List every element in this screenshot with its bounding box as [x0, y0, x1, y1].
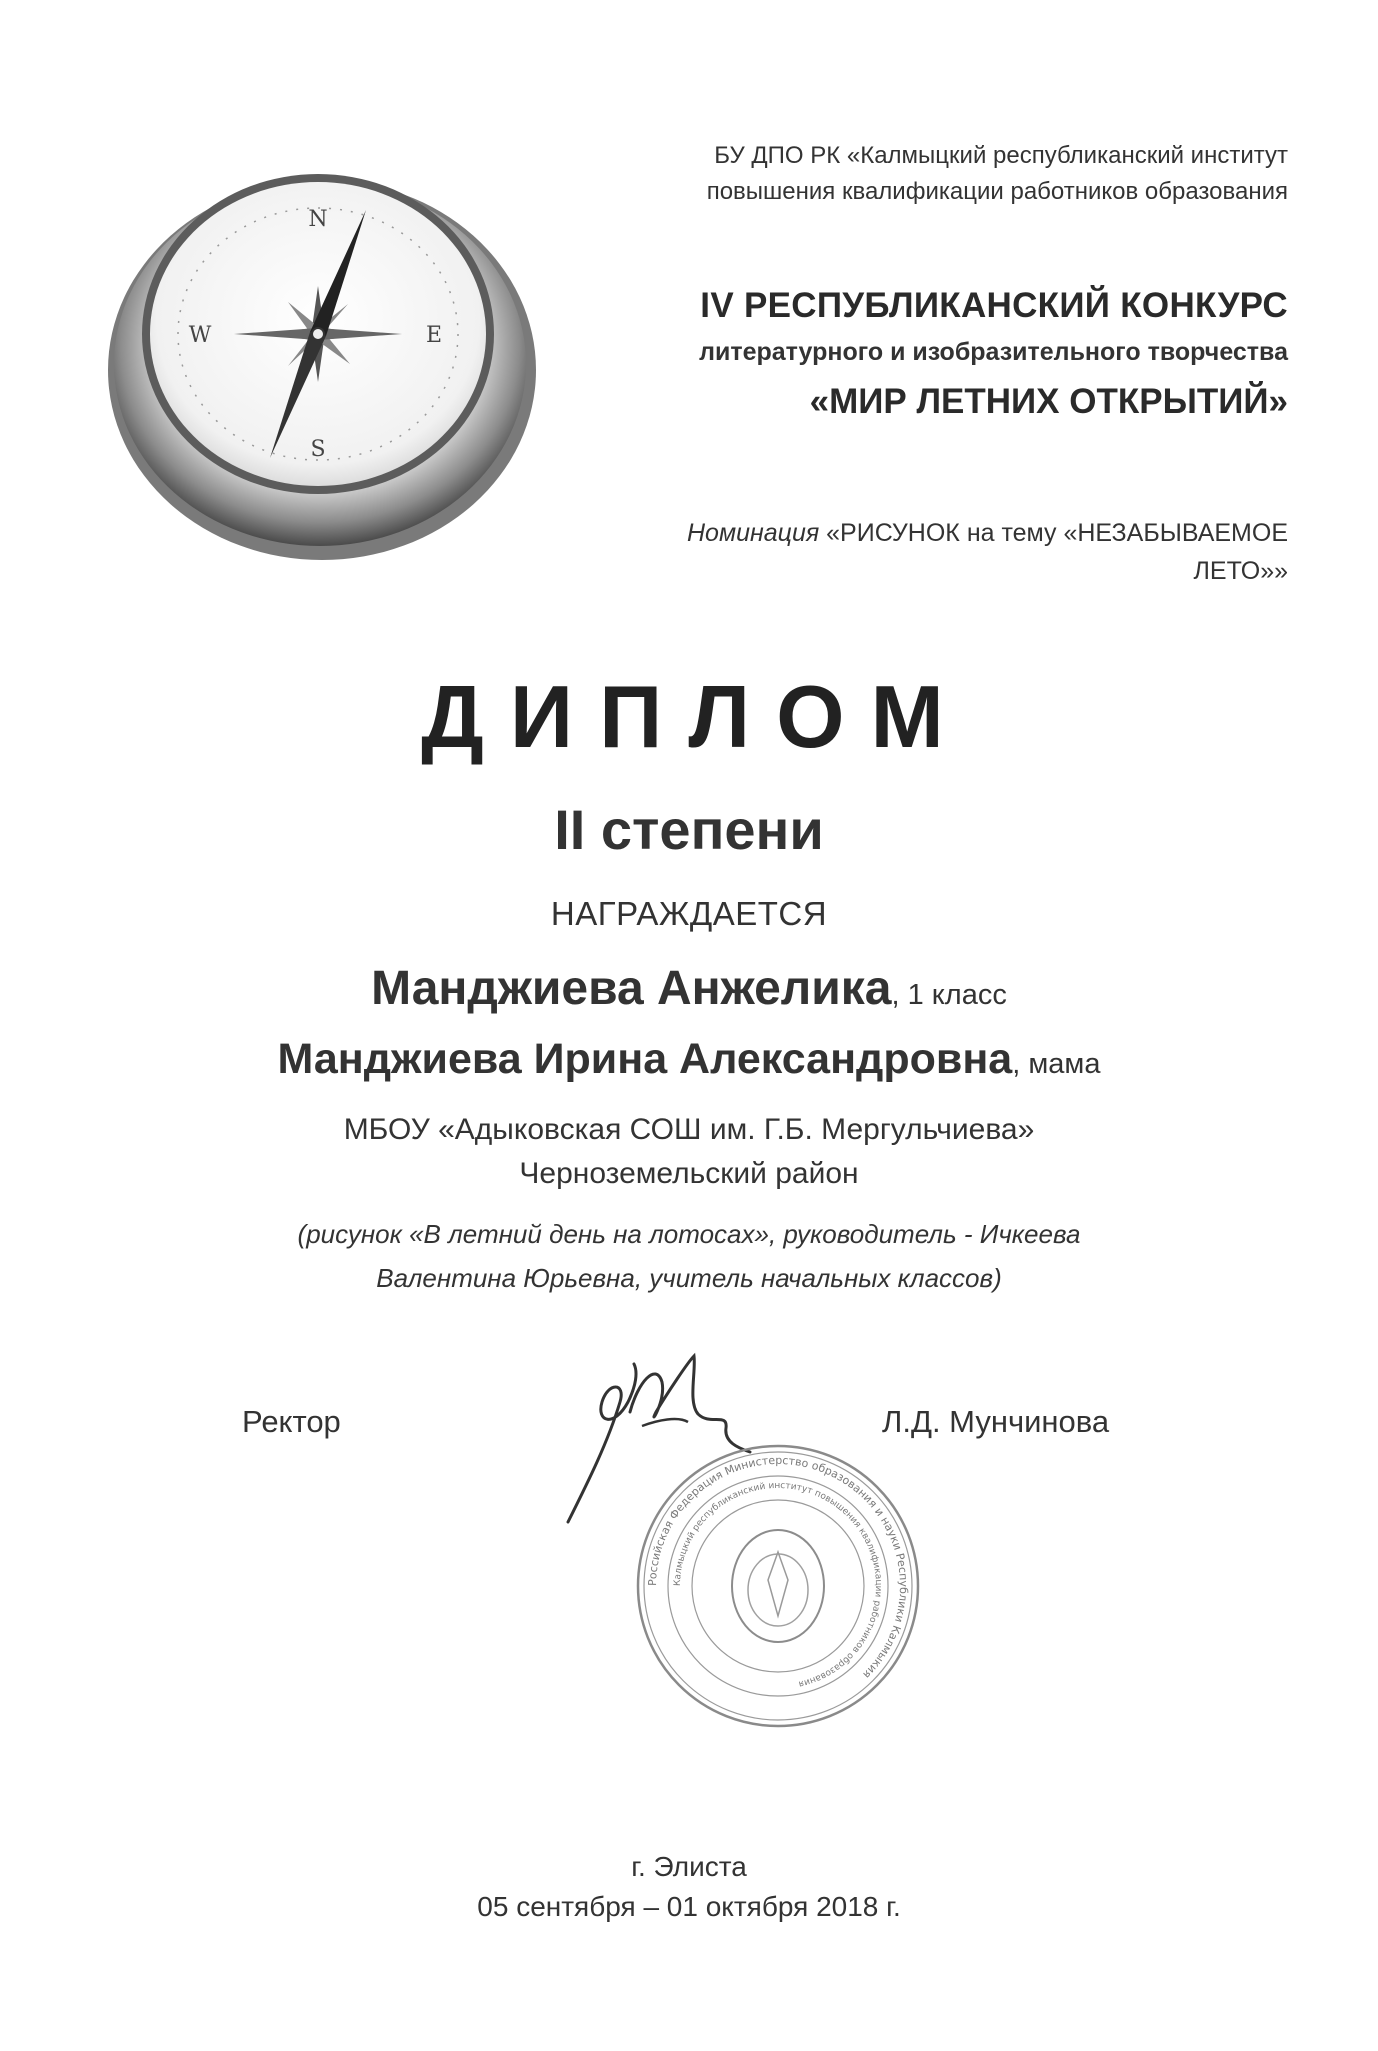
diploma-title: ДИПЛОМ — [421, 667, 970, 766]
recipient-class: , 1 класс — [891, 979, 1007, 1011]
compass-north-label: N — [308, 207, 328, 232]
contest-subtitle: литературного и изобразительного творчества — [699, 338, 1288, 366]
parent-name: Манджиева Ирина Александровна — [277, 1035, 1013, 1083]
nomination-text: «РИСУНОК на тему «НЕЗАБЫВАЕМОЕ — [826, 519, 1288, 547]
seal-inner-text: Калмыцкий республиканский институт повышения квалификации работников образования — [672, 1480, 884, 1689]
work-description — [230, 1212, 1148, 1300]
city: г. Элиста — [631, 1851, 747, 1882]
signatory-name: Л.Д. Мунчинова — [882, 1404, 1110, 1439]
parent-name-line — [0, 1030, 1378, 1093]
recipient-name: Манджиева Анжелика — [371, 962, 892, 1015]
school-name: МБОУ «Адыковская СОШ им. Г.Б. Мергульчиева» — [343, 1113, 1035, 1146]
compass-west-label: W — [188, 323, 212, 348]
recipient-name-line — [0, 958, 1378, 1026]
description-line-2: Валентина Юрьевна, учитель начальных классов) — [376, 1263, 1002, 1293]
compass-east-label: E — [425, 323, 443, 348]
parent-role: , мама — [1012, 1048, 1101, 1080]
awarded-label: НАГРАЖДАЕТСЯ — [550, 895, 828, 932]
event-dates: 05 сентября – 01 октября 2018 г. — [477, 1891, 901, 1922]
signatory-position: Ректор — [242, 1404, 341, 1439]
organization-name — [560, 138, 1288, 210]
description-line-1: (рисунок «В летний день на лотосах», руководитель - Ичкеева — [297, 1219, 1081, 1249]
nomination-label: Номинация — [686, 519, 820, 547]
official-seal — [632, 1440, 924, 1732]
contest-title: IV РЕСПУБЛИКАНСКИЙ КОНКУРС — [700, 286, 1288, 325]
compass-image — [104, 166, 540, 566]
diploma-degree: II степени — [554, 798, 824, 861]
seal-outer-text: Российская Федерация Министерство образования и науки Республики Калмыкия — [645, 1453, 911, 1682]
compass-south-label: S — [310, 437, 326, 462]
org-line-2: повышения квалификации работников образования — [706, 178, 1288, 205]
contest-name: «МИР ЛЕТНИХ ОТКРЫТИЙ» — [809, 382, 1288, 421]
nomination — [640, 514, 1288, 590]
school-block — [0, 1108, 1378, 1196]
svg-text:Калмыцкий республиканский инст — [673, 1481, 883, 1689]
org-line-1: БУ ДПО РК «Калмыцкий республиканский институт — [714, 142, 1288, 169]
school-district: Черноземельский район — [519, 1157, 859, 1190]
nomination-text-2: ЛЕТО»» — [1193, 557, 1288, 585]
